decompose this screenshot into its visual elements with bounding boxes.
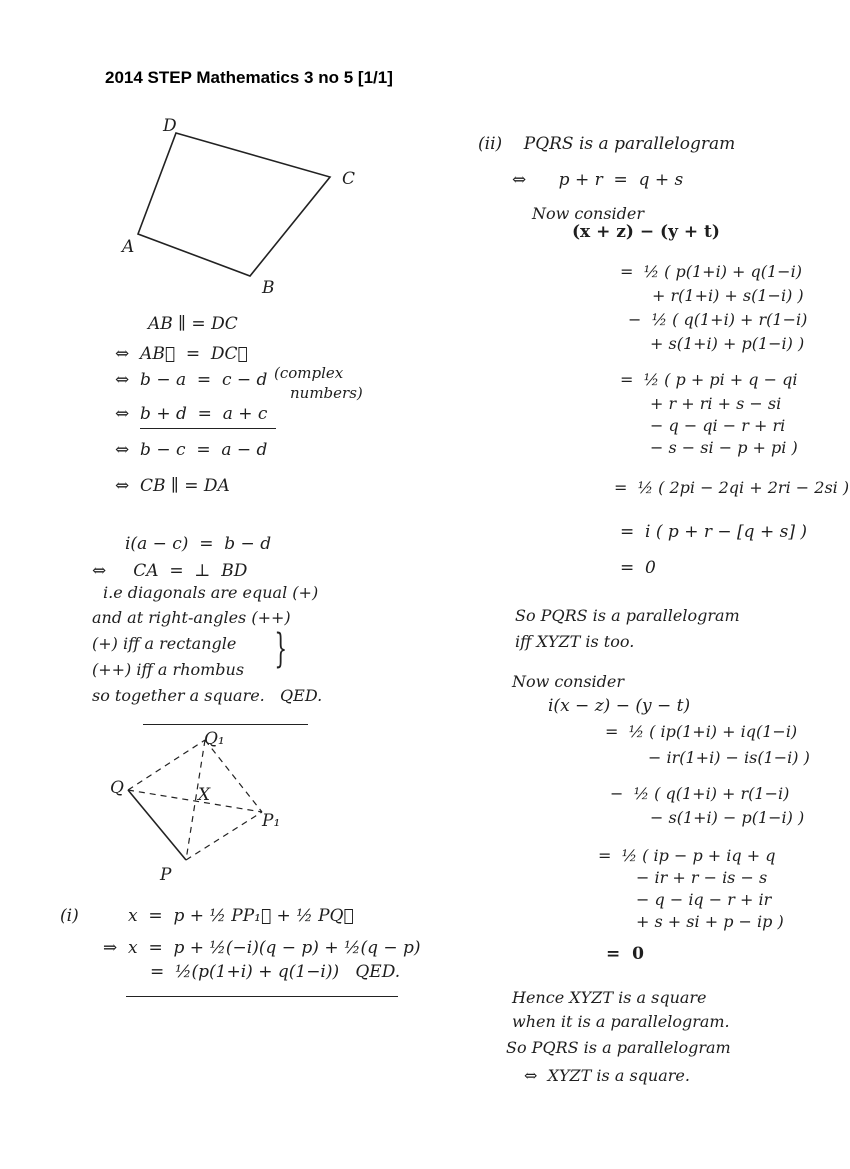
page-title: 2014 STEP Mathematics 3 no 5 [1/1] [105,68,393,87]
right-line-22: − ½ ( q(1+i) + r(1−i) [610,784,790,803]
point-x-label: X [198,785,211,805]
diagonal-q-p1 [128,790,262,812]
right-line-5: = ½ ( p(1+i) + q(1−i) [620,262,802,281]
square-construction-figure [110,729,280,885]
point-p-label: P [160,865,172,885]
part-i-line-2: ⇒ x = p + ½(−i)(q − p) + ½(q − p) [103,938,421,958]
right-line-23: − s(1+i) − p(1−i) ) [650,808,805,827]
left-line-4: ⇔ b + d = a + c [115,404,268,424]
right-line-10: + r + ri + s − si [650,394,782,413]
right-line-31: So PQRS is a parallelogram [506,1038,731,1057]
quadrilateral-figure [120,116,355,298]
right-line-19: i(x − z) − (y − t) [548,696,691,716]
left-line-13: so together a square. QED. [92,686,323,705]
point-q-label: Q [110,778,124,798]
underline-1 [140,428,276,429]
right-brace: } [274,626,288,672]
left-line-1: AB ∥ = DC [148,314,238,334]
part-i-label: (i) [60,906,79,926]
vertex-b-label: B [262,278,275,298]
right-line-4: (x + z) − (y + t) [572,222,720,242]
right-line-20: = ½ ( ip(1+i) + iq(1−i) [605,722,798,741]
left-line-6: ⇔ CB ∥ = DA [115,476,230,496]
left-note-complex: (complex [274,364,344,382]
right-line-8: + s(1+i) + p(1−i) ) [650,334,805,353]
left-line-12: (++) iff a rhombus [92,660,245,679]
right-line-25: − ir + r − is − s [636,868,768,887]
right-line-26: − q − iq − r + ir [636,890,772,909]
part-i-line-3: = ½(p(1+i) + q(1−i)) QED. [150,962,401,982]
right-line-6: + r(1+i) + s(1−i) ) [652,286,804,305]
right-line-7: − ½ ( q(1+i) + r(1−i) [628,310,808,329]
left-note-numbers: numbers) [290,384,363,402]
segment-qp [128,790,186,860]
right-line-24: = ½ ( ip − p + iq + q [598,846,776,865]
point-q1-label: Q₁ [204,729,225,749]
right-line-3: Now consider [532,204,644,223]
right-line-17: iff XYZT is too. [515,632,635,651]
right-line-29: Hence XYZT is a square [512,988,707,1007]
right-line-2: ⇔ p + r = q + s [512,170,684,190]
left-line-2: ⇔ AB⃗ = DC⃗ [115,344,248,364]
quadrilateral-shape [138,133,330,276]
right-line-12: − s − si − p + pi ) [650,438,798,457]
left-line-10: and at right-angles (++) [92,608,291,627]
right-line-30: when it is a parallelogram. [512,1012,730,1031]
left-line-7: i(a − c) = b − d [125,534,272,554]
right-line-16: So PQRS is a parallelogram [515,606,740,625]
left-line-8: ⇔ CA = ⊥ BD [92,561,248,581]
right-line-14: = i ( p + r − [q + s] ) [620,522,807,542]
right-line-18: Now consider [512,672,624,691]
right-line-32: ⇔ XYZT is a square. [524,1066,690,1085]
vertex-a-label: A [122,237,135,257]
right-line-21: − ir(1+i) − is(1−i) ) [648,748,810,767]
right-line-15: = 0 [620,558,656,578]
right-line-1: (ii) PQRS is a parallelogram [478,134,736,154]
underline-3 [126,996,398,997]
right-line-27: + s + si + p − ip ) [636,912,784,931]
left-line-5: ⇔ b − c = a − d [115,440,268,460]
vertex-c-label: C [342,169,356,189]
vertex-d-label: D [163,116,177,136]
segment-q1-p1 [205,740,262,812]
segment-p-p1 [186,812,262,860]
left-line-3: ⇔ b − a = c − d [115,370,268,390]
right-line-9: = ½ ( p + pi + q − qi [620,370,798,389]
right-line-13: = ½ ( 2pi − 2qi + 2ri − 2si ) [614,478,850,497]
segment-q-q1 [128,740,205,790]
underline-2 [143,724,308,725]
left-line-11: (+) iff a rectangle [92,634,237,653]
point-p1-label: P₁ [262,811,281,831]
right-line-11: − q − qi − r + ri [650,416,786,435]
part-i-line-1: x = p + ½ PP₁⃗ + ½ PQ⃗ [128,906,354,926]
right-line-28: = 0 [606,944,644,964]
left-line-9: i.e diagonals are equal (+) [103,583,319,602]
